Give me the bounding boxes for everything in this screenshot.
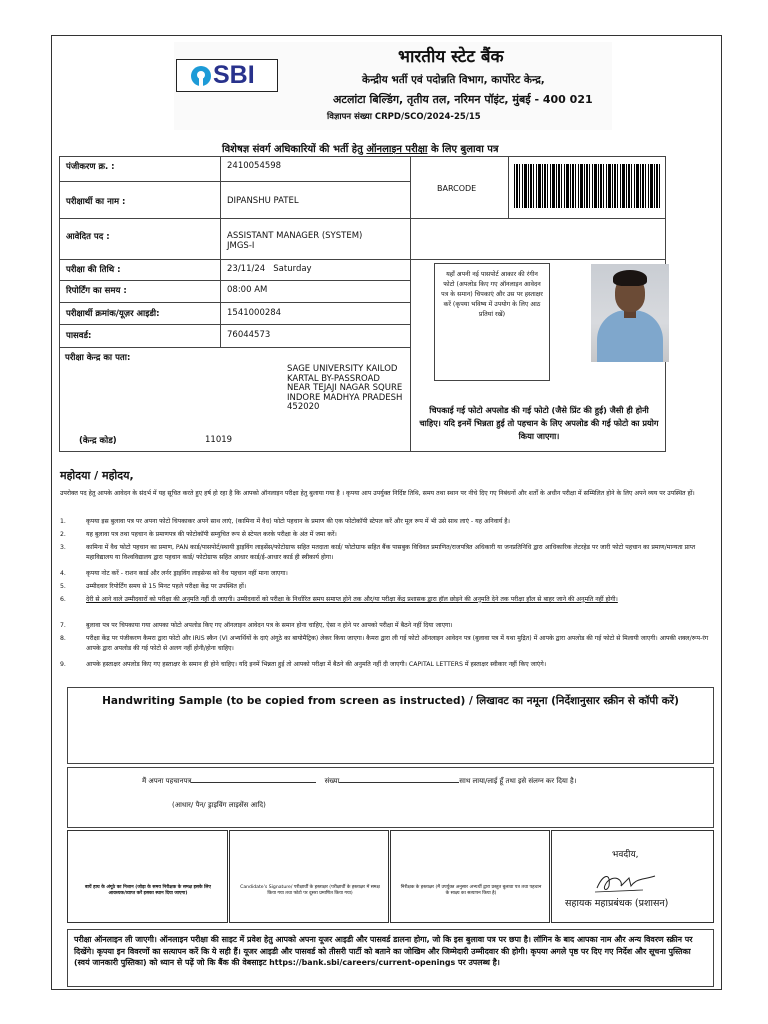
list-item: 4. कृपया नोट करें - राशन कार्ड और लर्नर ड्राइविंग लाइसेन्स को वैध पहचान नहीं माना जाएगा। — [60, 570, 288, 577]
post-value: ASSISTANT MANAGER (SYSTEM) JMGS-I — [227, 231, 363, 251]
list-item: 7. बुलावा पत्र पर चिपकाया गया आपका फोटो अपलोड किए गए ऑनलाइन आवेदन पत्र के समान होना चाहिए, ऐसा न होने पर आपको परीक्षा में बैठने नहीं दिया जाएगा। — [60, 622, 453, 629]
instruction-list — [60, 517, 721, 673]
advertisement-number: विज्ञापन संख्या CRPD/SCO/2024-25/15 — [327, 112, 481, 122]
cell-label — [59, 302, 221, 325]
signatory-designation: सहायक महाप्रबंधक (प्रशासन) — [565, 898, 669, 909]
cell-label — [59, 218, 221, 260]
document-title — [222, 141, 498, 155]
password-label: पासवर्ड: — [66, 331, 92, 341]
list-item: 1. कृपया इस बुलावा पत्र पर अपना फोटो चिपकाकर अपने साथ लाएं, (कामिना में वैध) फोटो पहचान के प्रमाण की एक फोटोकॉपी स्टेपल करें और मूल रूप में भी उसे साथ लाएं - यह अनिवार्य है। — [60, 518, 510, 525]
photo-instruction: यहाँ अपनी नई पासपोर्ट आकार की रंगीन फोटो (अपलोड किए गए ऑनलाइन आवेदन पत्र के समान) चिपकाएं और उस पर हस्ताक्षर करें (कृपया भविष्य में उपयोग के लिए आठ प्रतियां रखें) — [441, 271, 543, 318]
cell-value — [220, 259, 411, 281]
roll-label: परीक्षार्थी क्रमांक/यूज़र आइडी: — [66, 309, 160, 319]
cell-value — [220, 181, 411, 219]
footer-note: परीक्षा ऑनलाइन ली जाएगी। ऑनलाइन परीक्षा की साइट में प्रवेश हेतु आपको अपना यूजर आइडी और पासवर्ड डालना होगा, जो कि इस बुलावा पत्र पर छपा है। लॉगिन के बाद आपका नाम और अन्य विवरण स्क्रीन पर दिखेंगे। कृपया इन विवरणों का सत्यापन करें कि ये सही हैं। यूजर आइडी और पासवर्ड को तीसरी पार्टी को बताने का जोखिम और जिम्मेदारी उम्मीदवार की होगी। कृपया अगले पृष्ठ पर दिए गए निर्देश और सूचना पुस्तिका (स्वयं जानकारी पुस्तिका) को ध्यान से पढ़ें जो कि बैंक की वेबसाइट https://bank.sbi/careers/current-openings पर उपलब्ध है। — [74, 935, 693, 967]
candidate-signature-box — [229, 830, 389, 923]
photo-note: चिपकाई गई फोटो अपलोड की गई फोटो (जैसे प्रिंट की हुई) जैसी ही होनी चाहिए। यदि इनमें भिन्नता हुई तो पहचान के लिए अपलोड की गई फोटो का प्रयोग किया जाएगा। — [419, 405, 659, 441]
cell-label — [59, 156, 221, 182]
handwriting-box — [67, 687, 714, 764]
exam-date-value: 23/11/24 Saturday — [227, 264, 312, 274]
list-item: 5. उम्मीदवार रिपोर्टिंग समय से 15 मिनट पहले परीक्षा केंद्र पर उपस्थित हों। — [60, 583, 247, 590]
declaration-id-text: मैं अपना पहचानपत्र — [142, 777, 192, 785]
reg-no-label: पंजीकरण क्र. : — [66, 162, 115, 172]
declaration-line — [142, 777, 576, 786]
declaration-number-text: संख्या — [324, 777, 340, 785]
logo-text: SBI — [213, 61, 255, 89]
password-value: 76044573 — [227, 330, 271, 340]
cell-value — [220, 218, 411, 260]
photo-paste-box — [434, 263, 550, 381]
reporting-time-value: 08:00 AM — [227, 285, 268, 295]
exam-date-label: परीक्षा की तिथि : — [66, 265, 121, 275]
cell-label — [59, 280, 221, 303]
candidate-name: DIPANSHU PATEL — [227, 196, 299, 206]
invigilator-signature-box — [390, 830, 550, 923]
barcode-label: BARCODE — [437, 184, 477, 193]
reporting-label: रिपोर्टिंग का समय : — [66, 286, 127, 296]
cell-label — [59, 259, 221, 281]
footer-note-box — [67, 929, 714, 987]
title-underlined: ऑनलाइन परीक्षा — [366, 144, 428, 155]
list-item: 3. कामिना में वैध फोटो पहचान का प्रमाण, PAN कार्ड/पासपोर्ट/स्थायी ड्राइविंग लाइसेंस/फोटोग्राफ सहित मतदाता कार्ड/ फोटोग्राफ सहित बैंक पासबुक विधिवत प्रमाणित/राजपत्रित अधिकारी या जनप्रतिनिधि द्वारा आधिकारिक लेटरहेड पर जारी फोटो पहचान का प्रमाण/मान्यता प्राप्त महाविद्यालय या विश्वविद्यालय द्वारा पहचान कार्ड/ फोटोग्राफ सहित आधार कार्ड/ई-आधार कार्ड ही स्वीकार्य होगा। — [60, 544, 696, 561]
barcode-image — [514, 164, 661, 208]
centre-code-label: (केन्द्र कोड) — [79, 436, 117, 446]
roll-no-value: 1541000284 — [227, 308, 282, 318]
handwriting-title: Handwriting Sample (to be copied from screen as instructed) / लिखावट का नमूना (निर्देशानुसार स्क्रीन से कॉपी करें) — [102, 695, 679, 707]
list-item: 9. आपके हस्ताक्षर अपलोड किए गए हस्ताक्षर के समान ही होने चाहिए। यदि इनमें भिन्नता हुई तो आपको परीक्षा में बैठने की अनुमति नहीं दी जाएगी। CAPITAL LETTERS में हस्ताक्षर स्वीकार नहीं किए जाएंगे। — [60, 661, 547, 668]
title-part-2: के लिए बुलावा पत्र — [427, 144, 499, 155]
cell-value — [220, 156, 411, 182]
cell-value — [220, 324, 411, 348]
list-item: 6. देरी से आने वाले उम्मीदवारों को परीक्षा की अनुमति नहीं दी जाएगी। उम्मीदवारों को परीक्षा के निर्धारित समय समाप्त होने तक और/या परीक्षा केंद्र प्रशासक द्वारा हॉल छोड़ने की अनुमति देने तक परीक्षा हॉल से बाहर जाने की अनुमति नहीं होगी। — [60, 596, 618, 603]
list-item: 8. परीक्षा केंद्र पर पंजीकरण कैमरा द्वारा फोटो और IRIS स्कैन (VI अभ्यर्थियों के दाएं अंगूठे का बायोमैट्रिक) लेकर किया जाएगा। कैमरा द्वारा ली गई फोटो ऑनलाइन आवेदन पत्र (बुलावा पत्र में यथा मुद्रित) में आपके द्वारा अपलोड की गई फोटो से मिलायी जाएगी। आपकी शक्ल/रूप-रंग आपके द्वारा अपलोड की गई फोटो से अलग नहीं होनी/होना चाहिए। — [60, 635, 709, 652]
cell-label — [59, 181, 221, 219]
address-line: अटलांटा बिल्डिंग, तृतीय तल, नरिमन पॉइंट, मुंबई - 400 021 — [333, 93, 593, 106]
declaration-attached-text: साथ लाया/लाई हूँ तथा इसे संलग्न कर दिया है। — [459, 777, 577, 785]
thumb-caption: बायें हाथ के अंगूठे का निशान (जोड़ा के समय निरीक्षक के समक्ष इसके लिए आवश्यक/व्याप्त करें इसका स्थान दिया जाएगा) — [85, 885, 211, 897]
reg-no-value: 2410054598 — [227, 161, 282, 171]
cell-barcode-label — [410, 156, 509, 219]
dept-line: केन्द्रीय भर्ती एवं पदोन्नति विभाग, कार्पोरेट केन्द्र, — [362, 74, 545, 86]
centre-code-value: 11019 — [205, 435, 233, 445]
bank-name: भारतीय स्टेट बैंक — [398, 47, 504, 67]
title-part-1: विशेषज्ञ संवर्ग अधिकारियों की भर्ती हेतु — [222, 144, 367, 155]
sbi-keyhole-icon — [191, 66, 211, 86]
declaration-id-types: (आधार/ पैन/ ड्राइविंग लाइसेंस आदि) — [172, 801, 266, 809]
intro-paragraph: उपरोक्त पद हेतु आपके आवेदन के संदर्भ में यह सूचित करते हुए हर्ष हो रहा है कि आपको ऑनलाइन परीक्षा हेतु बुलाया गया है । कृपया आप उपर्युक्त निर्दिष्ट तिथि, समय तथा स्थान पर नीचे दिए गए निबंधनों और शर्तों के अधीन परीक्षा में सम्मिलित होने के लिए अपने व्यय पर उपस्थित हों। — [60, 490, 695, 497]
salutation: महोदया / महोदय, — [60, 469, 134, 482]
cell-label — [59, 324, 221, 348]
cell-value — [220, 302, 411, 325]
cell-empty — [410, 218, 666, 260]
venue-label: परीक्षा केन्द्र का पता: — [65, 353, 131, 363]
sbi-logo — [176, 59, 278, 92]
invigilator-signature-caption: निरीक्षक के हस्ताक्षर (मैं उपर्युक्त अनुसार अभ्यर्थी द्वारा प्रस्तुत बुलावा पत्र तथा पहचान के साक्ष्य का सत्यापन किया है) — [400, 885, 542, 897]
thumb-impression-box — [67, 830, 228, 923]
candidate-signature-caption: Candidate's Signature/ परीक्षार्थी के हस्ताक्षर (परीक्षार्थी के हस्ताक्षर में समक्ष किया गया तथा फोटो पर दूसरा प्रमाणित किया गया) — [240, 885, 380, 897]
candidate-photo — [591, 264, 669, 362]
post-label: आवेदित पद : — [66, 232, 110, 242]
venue-address: SAGE UNIVERSITY KAILOD KARTAL BY-PASSROAD NEAR TEJAJI NAGAR SQURE INDORE MADHYA PRADESH 452020 — [287, 364, 403, 412]
cell-value — [220, 280, 411, 303]
yours-faithfully: भवदीय, — [612, 850, 639, 860]
name-label: परीक्षार्थी का नाम : — [66, 197, 126, 207]
handwritten-signature — [593, 868, 659, 896]
list-item: 2. यह बुलावा पत्र तथा पहचान के प्रमाणपत्र की फोटोकॉपी सम्युचित रूप से स्टेपल करके परीक्षा के अंत में जमा करें। — [60, 531, 337, 538]
